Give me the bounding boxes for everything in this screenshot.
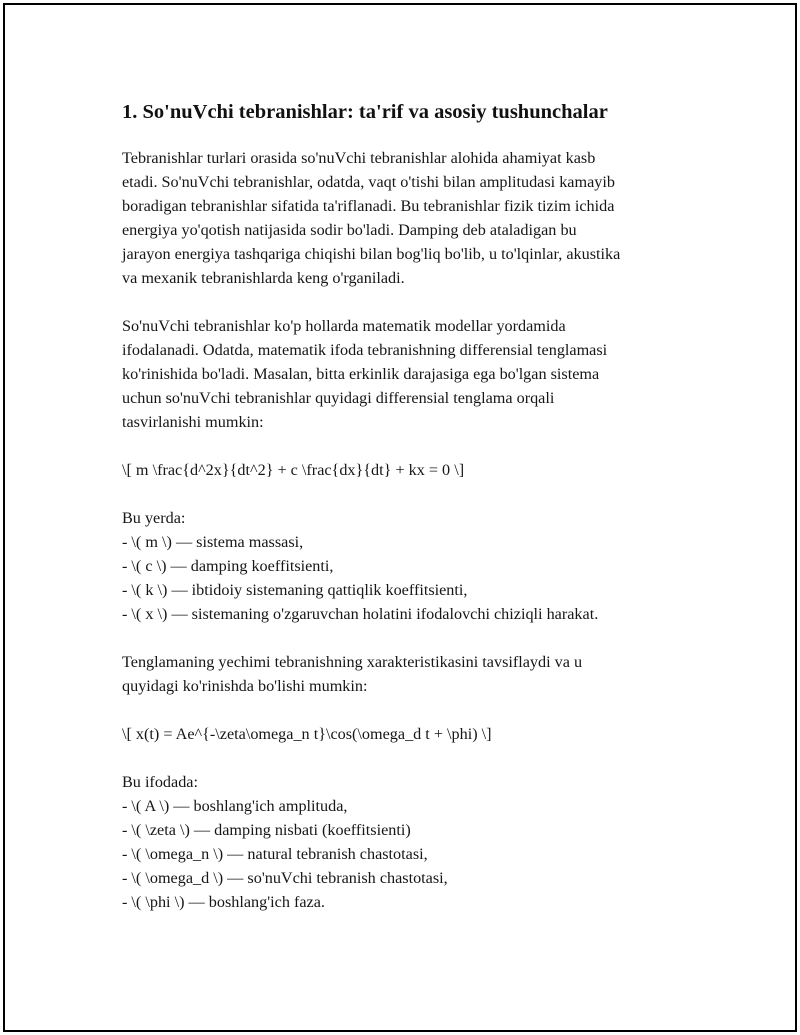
text-line: tasvirlanishi mumkin: xyxy=(122,413,264,431)
text-line: jarayon energiya tashqariga chiqishi bilan bog'liq bo'lib, u to'lqinlar, akustika xyxy=(122,245,621,263)
text-line: energiya yo'qotish natijasida sodir bo'ladi. Damping deb ataladigan bu xyxy=(122,221,577,239)
text-line: Tebranishlar turlari orasida so'nuVchi tebranishlar alohida ahamiyat kasb xyxy=(122,149,596,167)
page-frame xyxy=(3,3,797,1032)
differential-equation: \[ m \frac{d^2x}{dt^2} + c \frac{dx}{dt} + kx = 0 \] xyxy=(122,461,465,479)
text-line: boradigan tebranishlar sifatida ta'riflanadi. Bu tebranishlar fizik tizim ichida xyxy=(122,197,615,215)
section-heading: 1. So'nuVchi tebranishlar: ta'rif va asosiy tushunchalar xyxy=(122,101,608,123)
solution-definitions xyxy=(122,770,688,914)
solution-equation: \[ x(t) = Ae^{-\zeta\omega_n t}\cos(\omega_d t + \phi) \] xyxy=(122,725,492,743)
paragraph-intro xyxy=(122,146,688,290)
definition-item: - \( \phi \) — boshlang'ich faza. xyxy=(122,893,325,911)
variable-definitions xyxy=(122,506,688,626)
definition-item: - \( \omega_n \) — natural tebranish chastotasi, xyxy=(122,845,428,863)
definition-item: - \( \zeta \) — damping nisbati (koeffitsienti) xyxy=(122,821,411,839)
definitions-intro: Bu yerda: xyxy=(122,509,186,527)
text-line: va mexanik tebranishlarda keng o'rganiladi. xyxy=(122,269,405,287)
definition-item: - \( k \) — ibtidoiy sistemaning qattiqlik koeffitsienti, xyxy=(122,581,468,599)
definition-item: - \( \omega_d \) — so'nuVchi tebranish chastotasi, xyxy=(122,869,448,887)
definitions-intro: Bu ifodada: xyxy=(122,773,198,791)
text-line: quyidagi ko'rinishda bo'lishi mumkin: xyxy=(122,677,368,695)
definition-item: - \( x \) — sistemaning o'zgaruvchan holatini ifodalovchi chiziqli harakat. xyxy=(122,605,599,623)
text-line: So'nuVchi tebranishlar ko'p hollarda matematik modellar yordamida xyxy=(122,317,566,335)
text-line: uchun so'nuVchi tebranishlar quyidagi differensial tenglama orqali xyxy=(122,389,555,407)
paragraph-solution xyxy=(122,650,688,698)
definition-item: - \( m \) — sistema massasi, xyxy=(122,533,304,551)
text-line: etadi. So'nuVchi tebranishlar, odatda, vaqt o'tishi bilan amplitudasi kamayib xyxy=(122,173,615,191)
definition-item: - \( c \) — damping koeffitsienti, xyxy=(122,557,334,575)
text-line: Tenglamaning yechimi tebranishning xarakteristikasini tavsiflaydi va u xyxy=(122,653,583,671)
text-line: ko'rinishida bo'ladi. Masalan, bitta erkinlik darajasiga ega bo'lgan sistema xyxy=(122,365,600,383)
definition-item: - \( A \) — boshlang'ich amplituda, xyxy=(122,797,348,815)
paragraph-model xyxy=(122,314,688,434)
document-body xyxy=(122,99,688,938)
text-line: ifodalanadi. Odatda, matematik ifoda tebranishning differensial tenglamasi xyxy=(122,341,608,359)
